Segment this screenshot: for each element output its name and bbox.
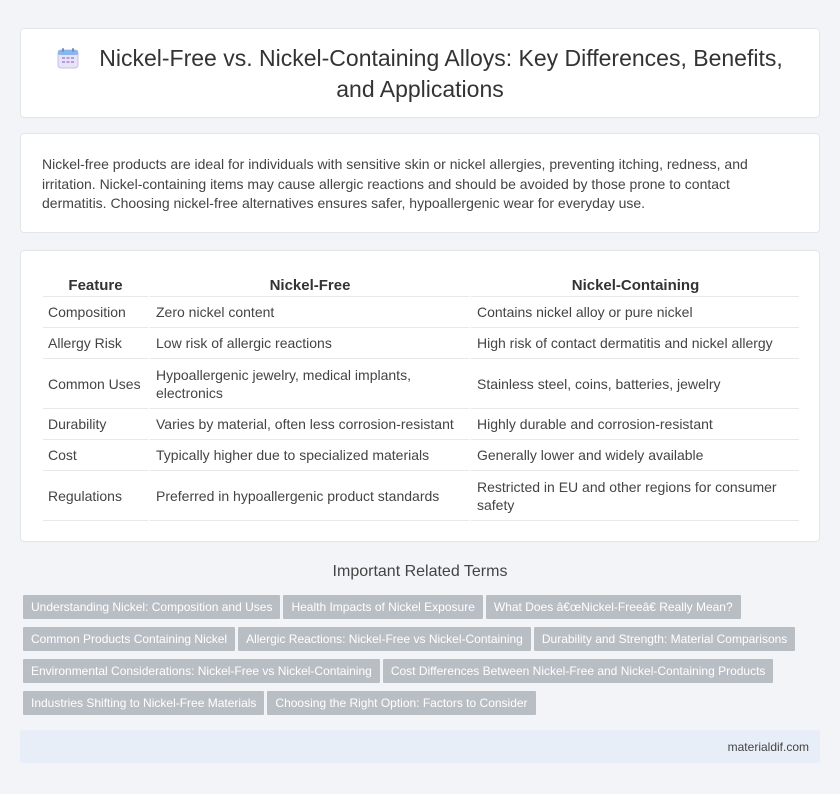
- table-row: [43, 359, 799, 409]
- nickel-free-cell: Zero nickel content: [148, 297, 469, 328]
- related-terms-row: [23, 627, 823, 659]
- related-term-tag[interactable]: Understanding Nickel: Composition and Uses: [23, 595, 280, 619]
- nickel-containing-cell: Contains nickel alloy or pure nickel: [469, 297, 799, 328]
- table-header-row: [43, 273, 799, 297]
- page-title: [41, 43, 799, 105]
- related-terms-row: [23, 595, 823, 627]
- table-row: [43, 440, 799, 471]
- table-row: [43, 409, 799, 440]
- nickel-containing-cell: Highly durable and corrosion-resistant: [469, 409, 799, 440]
- nickel-free-cell: Preferred in hypoallergenic product standards: [148, 471, 469, 521]
- related-term-tag[interactable]: Common Products Containing Nickel: [23, 627, 235, 651]
- related-term-tag[interactable]: Durability and Strength: Material Comparisons: [534, 627, 795, 651]
- related-terms: [23, 595, 823, 723]
- related-term-tag[interactable]: Environmental Considerations: Nickel-Free vs Nickel-Containing: [23, 659, 380, 683]
- nickel-containing-cell: Generally lower and widely available: [469, 440, 799, 471]
- page-title-text: Nickel-Free vs. Nickel-Containing Alloys: Key Differences, Benefits, and Applications: [99, 45, 783, 102]
- footer-site[interactable]: materialdif.com: [727, 740, 809, 754]
- related-terms-row: [23, 659, 823, 691]
- related-terms-title: Important Related Terms: [332, 563, 508, 580]
- comparison-table-card: [20, 250, 820, 542]
- nickel-containing-cell: High risk of contact dermatitis and nickel allergy: [469, 328, 799, 359]
- header-nickel-free: Nickel-Free: [148, 273, 469, 297]
- comparison-table: [43, 273, 799, 521]
- title-row: [21, 43, 819, 105]
- intro-text: Nickel-free products are ideal for individuals with sensitive skin or nickel allergies, preventing itching, redness, and irritation. Nickel-containing items may cause allergic reactions and should be avoided by those prone to contact dermatitis. Choosing nickel-free alternatives ensures safer, hypoallergenic wear for everyday use.: [42, 156, 748, 211]
- nickel-free-cell: Varies by material, often less corrosion-resistant: [148, 409, 469, 440]
- header-nickel-containing: Nickel-Containing: [469, 273, 799, 297]
- related-term-tag[interactable]: Choosing the Right Option: Factors to Consider: [267, 691, 535, 715]
- nickel-free-cell: Hypoallergenic jewelry, medical implants, electronics: [148, 359, 469, 409]
- related-term-tag[interactable]: Industries Shifting to Nickel-Free Materials: [23, 691, 264, 715]
- related-term-tag[interactable]: What Does â€œNickel-Freeâ€ Really Mean?: [486, 595, 741, 619]
- table-row: [43, 328, 799, 359]
- nickel-free-cell: Typically higher due to specialized materials: [148, 440, 469, 471]
- feature-cell: Regulations: [43, 471, 148, 521]
- related-term-tag[interactable]: Cost Differences Between Nickel-Free and Nickel-Containing Products: [383, 659, 774, 683]
- feature-cell: Composition: [43, 297, 148, 328]
- nickel-free-cell: Low risk of allergic reactions: [148, 328, 469, 359]
- related-term-tag[interactable]: Health Impacts of Nickel Exposure: [283, 595, 482, 619]
- header-feature: Feature: [43, 273, 148, 297]
- table-row: [43, 297, 799, 328]
- footer: [20, 730, 820, 763]
- related-term-tag[interactable]: Allergic Reactions: Nickel-Free vs Nickel-Containing: [238, 627, 531, 651]
- intro-card: [20, 133, 820, 233]
- nickel-containing-cell: Restricted in EU and other regions for consumer safety: [469, 471, 799, 521]
- feature-cell: Allergy Risk: [43, 328, 148, 359]
- nickel-containing-cell: Stainless steel, coins, batteries, jewelry: [469, 359, 799, 409]
- related-terms-row: [23, 691, 823, 723]
- feature-cell: Durability: [43, 409, 148, 440]
- table-row: [43, 471, 799, 521]
- feature-cell: Cost: [43, 440, 148, 471]
- feature-cell: Common Uses: [43, 359, 148, 409]
- calendar-icon: [57, 46, 79, 68]
- header-card: [20, 28, 820, 118]
